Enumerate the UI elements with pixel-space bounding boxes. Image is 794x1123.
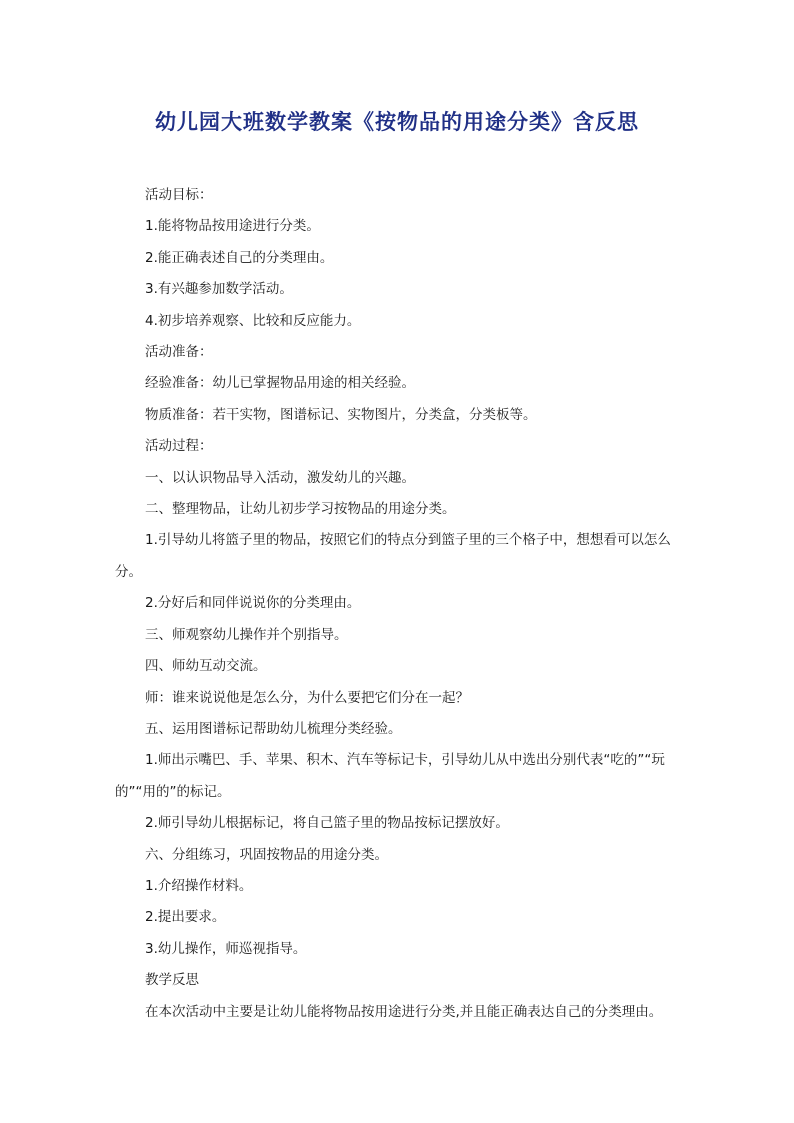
- section-heading-preparation: 活动准备：: [145, 344, 213, 361]
- process-substep: 1.介绍操作材料。: [145, 877, 253, 894]
- preparation-item: 经验准备：幼儿已掌握物品用途的相关经验。: [145, 375, 415, 392]
- process-step: 一、以认识物品导入活动，激发幼儿的兴趣。: [145, 469, 415, 486]
- section-heading-process: 活动过程：: [145, 438, 213, 455]
- process-step: 六、分组练习，巩固按物品的用途分类。: [145, 846, 388, 863]
- process-substep: 2.师引导幼儿根据标记，将自己篮子里的物品按标记摆放好。: [145, 815, 509, 832]
- section-heading-reflection: 教学反思: [145, 972, 199, 989]
- process-substep: 1.引导幼儿将篮子里的物品，按照它们的特点分到篮子里的三个格子中，想想看可以怎么分。: [115, 532, 671, 580]
- process-substep: 2.分好后和同伴说说你的分类理由。: [145, 595, 361, 612]
- document-body: [115, 180, 685, 1028]
- goal-item: 2.能正确表述自己的分类理由。: [145, 249, 334, 266]
- document-title: 幼儿园大班数学教案《按物品的用途分类》含反思: [155, 109, 639, 134]
- process-step: 五、运用图谱标记帮助幼儿梳理分类经验。: [145, 720, 402, 737]
- goal-item: 1.能将物品按用途进行分类。: [145, 218, 320, 235]
- reflection-text: 在本次活动中主要是让幼儿能将物品按用途进行分类,并且能正确表达自己的分类理由。: [145, 1003, 663, 1020]
- goal-item: 3.有兴趣参加数学活动。: [145, 281, 293, 298]
- process-substep: 3.幼儿操作，师巡视指导。: [145, 940, 307, 957]
- goal-item: 4.初步培养观察、比较和反应能力。: [145, 312, 361, 329]
- process-step: 三、师观察幼儿操作并个别指导。: [145, 626, 348, 643]
- process-substep: 1.师出示嘴巴、手、苹果、积木、汽车等标记卡，引导幼儿从中选出分别代表“吃的”“玩的”“用的”的标记。: [115, 752, 665, 800]
- process-substep: 2.提出要求。: [145, 909, 226, 926]
- process-step: 二、整理物品，让幼儿初步学习按物品的用途分类。: [145, 501, 456, 518]
- section-heading-goals: 活动目标：: [145, 187, 213, 203]
- process-dialogue: 师：谁来说说他是怎么分，为什么要把它们分在一起？: [145, 689, 469, 706]
- process-step: 四、师幼互动交流。: [145, 658, 267, 675]
- preparation-item: 物质准备：若干实物，图谱标记、实物图片，分类盒，分类板等。: [145, 406, 537, 423]
